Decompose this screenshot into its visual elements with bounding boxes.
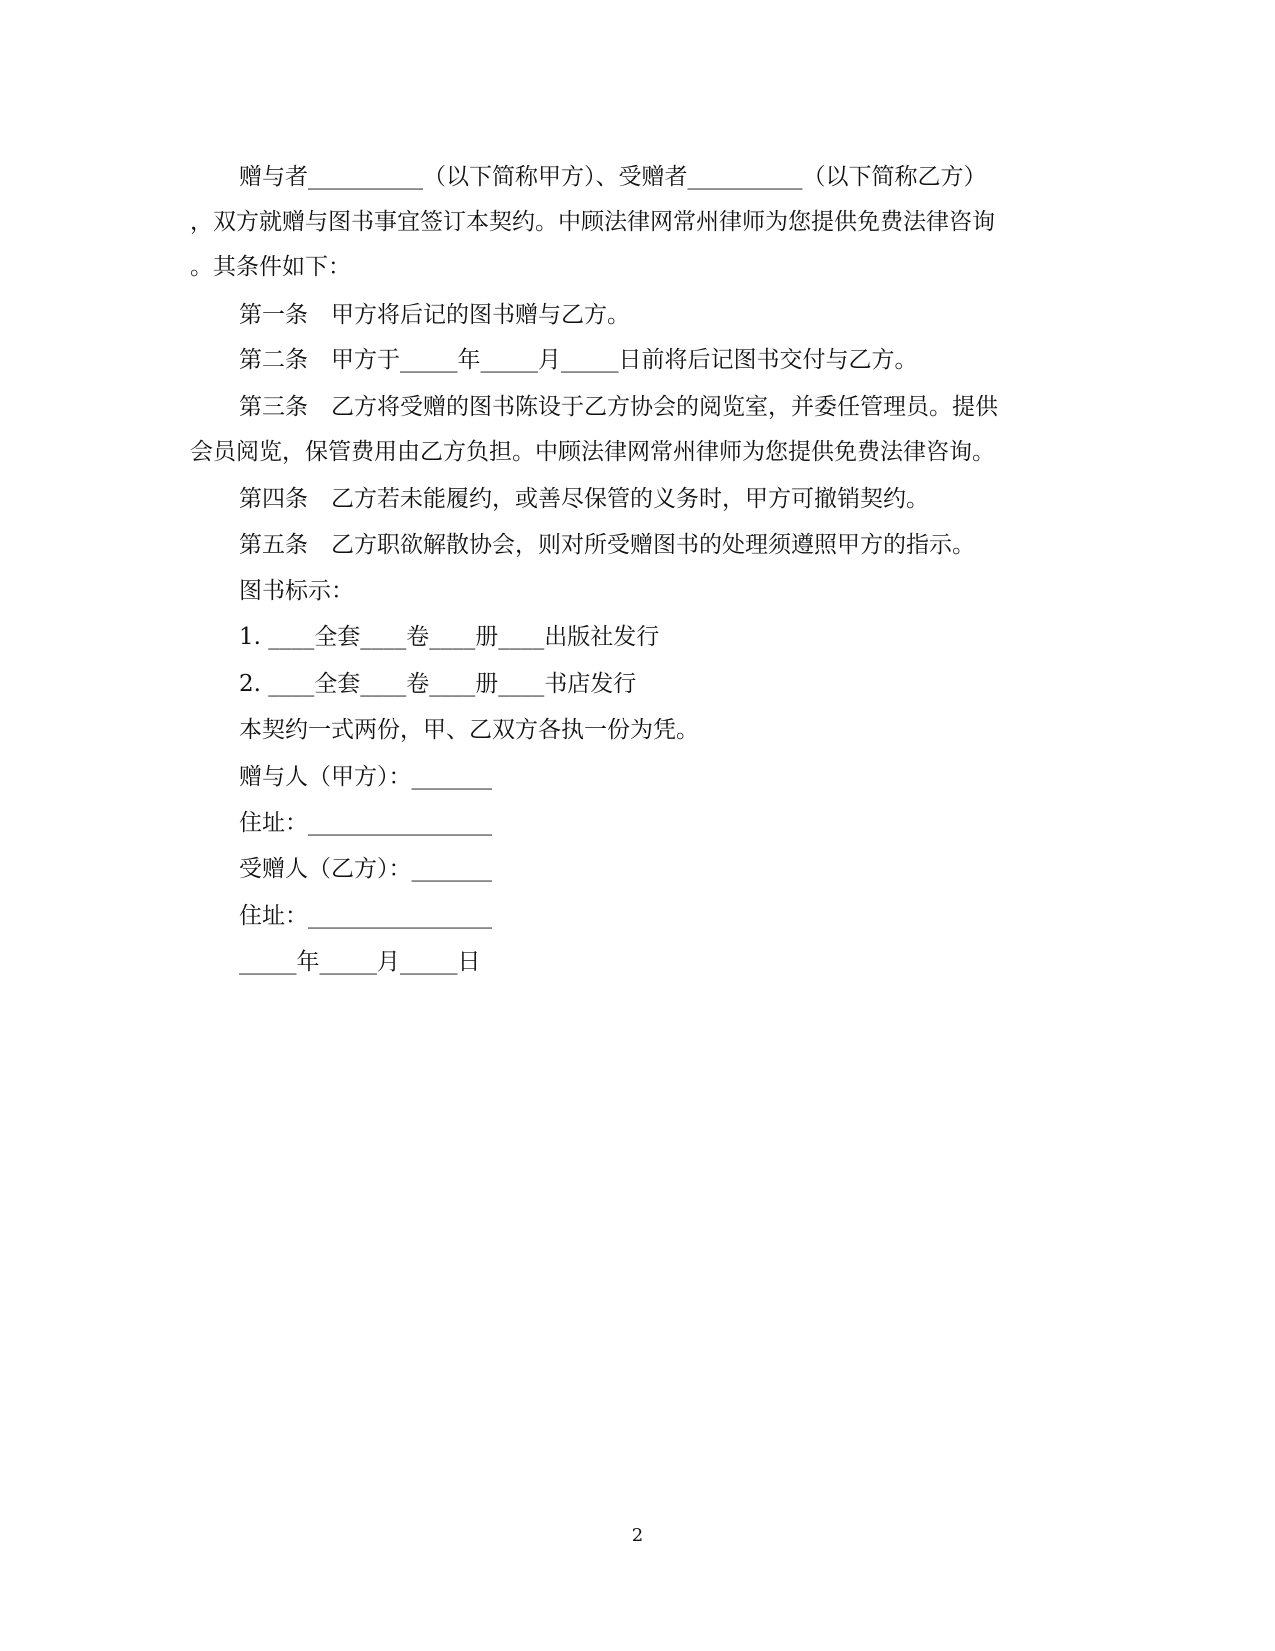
paragraph-parties-line-2: ，双方就赠与图书事宜签订本契约。中顾法律网常州律师为您提供免费法律咨询: [190, 209, 995, 235]
article-3-line-1: 第三条 乙方将受赠的图书陈设于乙方协会的阅览室，并委任管理员。提供: [239, 394, 998, 420]
copies-clause: 本契约一式两份，甲、乙双方各执一份为凭。: [239, 717, 699, 743]
book-list-item-2: 2. ____全套____卷____册____书店发行: [239, 671, 637, 697]
donor-address-line: 住址：________________: [239, 810, 492, 836]
paragraph-parties-line-1: 赠与者__________（以下简称甲方）、受赠者__________（以下简称乙方）: [239, 164, 987, 190]
article-5: 第五条 乙方职欲解散协会，则对所受赠图书的处理须遵照甲方的指示。: [239, 532, 975, 558]
donor-signature-line: 赠与人（甲方）：_______: [239, 764, 492, 790]
recipient-signature-line: 受赠人（乙方）：_______: [239, 856, 492, 882]
book-list-item-1: 1. ____全套____卷____册____出版社发行: [239, 624, 660, 650]
article-4: 第四条 乙方若未能履约，或善尽保管的义务时，甲方可撤销契约。: [239, 486, 929, 512]
date-line: _____年_____月_____日: [239, 949, 481, 975]
book-list-heading: 图书标示：: [239, 578, 354, 604]
paragraph-parties-line-3: 。其条件如下：: [190, 254, 351, 280]
article-2: 第二条 甲方于_____年_____月_____日前将后记图书交付与乙方。: [239, 347, 918, 373]
recipient-address-line: 住址：________________: [239, 903, 492, 929]
page-number: 2: [631, 1525, 644, 1546]
article-1: 第一条 甲方将后记的图书赠与乙方。: [239, 302, 630, 328]
article-3-line-2: 会员阅览，保管费用由乙方负担。中顾法律网常州律师为您提供免费法律咨询。: [190, 439, 995, 465]
